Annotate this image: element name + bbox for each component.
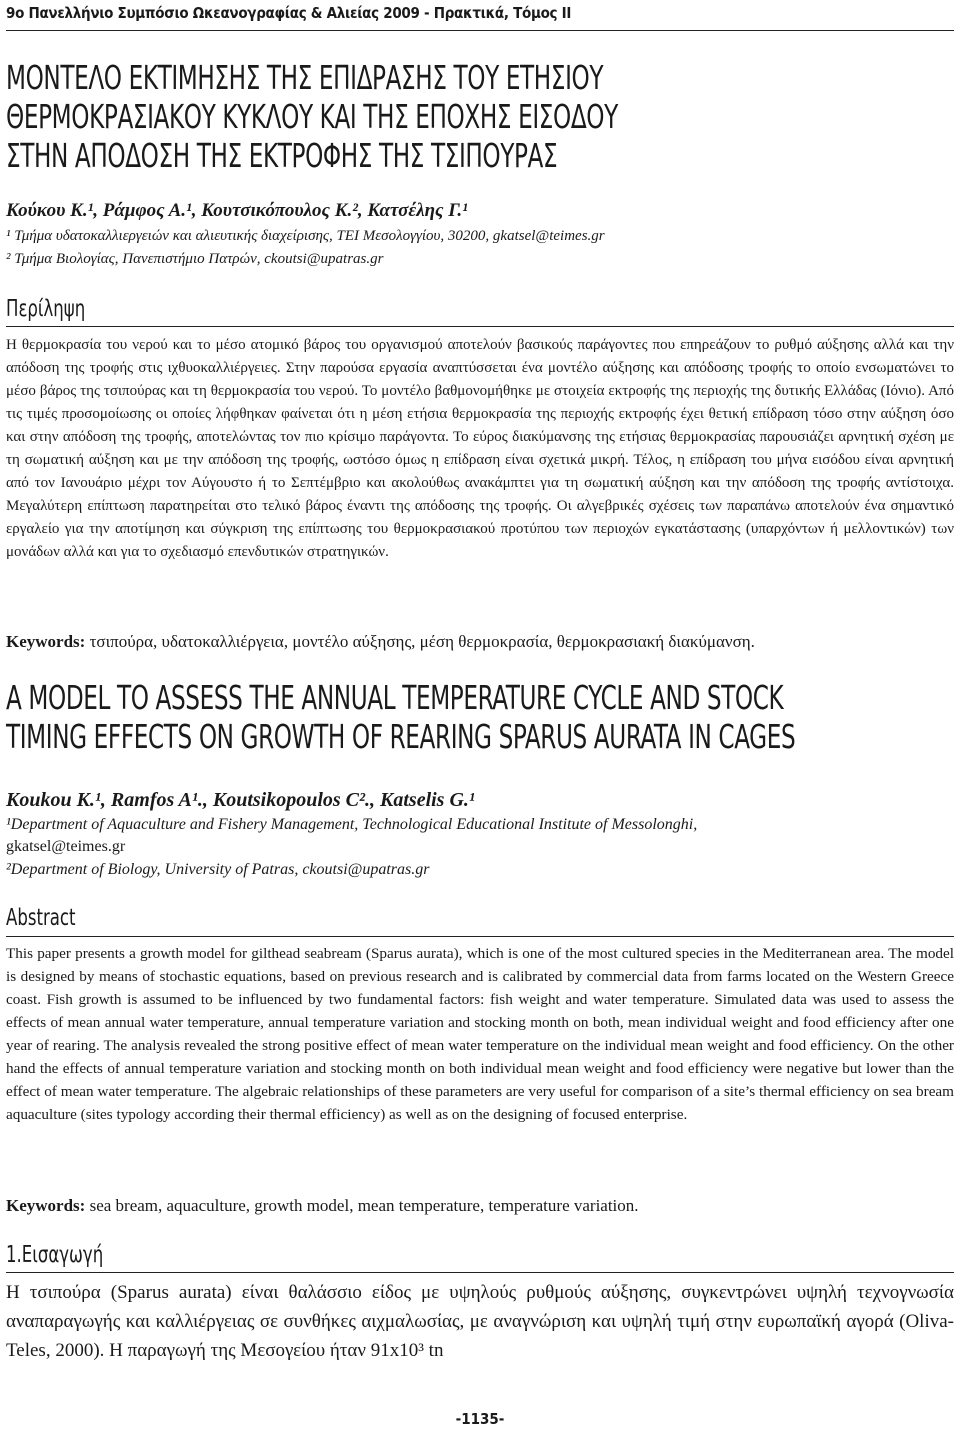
page-number: -1135- [455, 1410, 505, 1428]
greek-abstract-rule [6, 326, 954, 327]
english-abstract-rule [6, 936, 954, 937]
english-title-line: TIMING EFFECTS ON GROWTH OF REARING SPARUS AURATA IN CAGES [6, 717, 796, 756]
header-rule [6, 30, 954, 31]
english-keywords [6, 1196, 639, 1216]
greek-abstract-heading: Περίληψη [6, 296, 86, 322]
english-affiliation-1b: gkatsel@teimes.gr [6, 838, 126, 855]
english-keywords-label: Keywords: [6, 1196, 86, 1215]
greek-authors: Κούκου Κ.¹, Ράμφος Α.¹, Κουτσικόπουλος Κ.², Κατσέλης Γ.¹ [6, 200, 468, 221]
intro-text: Η τσιπούρα (Sparus aurata) είναι θαλάσσιο είδος με υψηλούς ρυθμούς αύξησης, συγκεντρώνει υψηλή τεχνογνωσία αναπαραγωγής και καλλιέργειας σε συνθήκες αιχμαλωσίας, με αναγνώριση και υψηλή τιμή στην ευρωπαϊκή αγορά (Oliva-Teles, 2000). Η παραγωγή της Μεσογείου ήταν 91x10³ tn [6, 1282, 954, 1361]
greek-keywords-label: Keywords: [6, 632, 86, 651]
running-header: 9ο Πανελλήνιο Συμπόσιο Ωκεανογραφίας & Αλιείας 2009 - Πρακτικά, Τόμος ΙΙ [6, 4, 572, 22]
greek-keywords [6, 632, 755, 652]
english-abstract-heading: Abstract [6, 905, 76, 931]
english-title [6, 678, 795, 756]
greek-affiliation-2: ² Τμήμα Βιολογίας, Πανεπιστήμιο Πατρών, ckoutsi@upatras.gr [6, 251, 384, 267]
english-authors: Koukou K.¹, Ramfos A¹., Koutsikopoulos C²., Katselis G.¹ [6, 789, 475, 811]
greek-affiliation-1: ¹ Τμήμα υδατοκαλλιεργειών και αλιευτικής διαχείρισης, ΤΕΙ Μεσολογγίου, 30200, gkatsel@teimes.gr [6, 228, 605, 244]
english-abstract-text: This paper presents a growth model for gilthead seabream (Sparus aurata), which is one of the most cultured species in the Mediterranean area. The model is designed by means of stochastic equations, based on previous research and is calibrated by commercial data from farms located on the Western Greece coast. Fish growth is assumed to be influenced by two fundamental factors: fish weight and water temperature. Simulated data was used to assess the effects of mean annual water temperature, annual temperature variation and stocking month on both, mean individual weight and food efficiency after one year of rearing. The analysis revealed the strong positive effect of mean water temperature on the individual mean weight and food efficiency. On the other hand the effects of annual temperature variation and stocking month on both individual mean weight and food efficiency were negative but lower than the effect of mean water temperature. The algebraic relationships of these parameters are very useful for comparison of a site’s thermal efficiency on sea bream aquaculture (sites typology according their thermal efficiency) as well as on the designing of focused enterprise. [6, 945, 954, 1123]
intro-rule [6, 1272, 954, 1273]
greek-title [6, 58, 618, 175]
greek-abstract-text: Η θερμοκρασία του νερού και το μέσο ατομικό βάρος του οργανισμού αποτελούν βασικούς παράγοντες που επηρεάζουν το ρυθμό αύξησης αλλά και την απόδοση της τροφής στις ιχθυοκαλλιέργειες. Στην παρούσα εργασία αναπτύσσεται ένα μοντέλο αύξησης και απόδοσης τροφής το οποίο ενσωματώνει το μέσο βάρος της τσιπούρας και τη θερμοκρασία του νερού. Το μοντέλο βαθμονομήθηκε με στοιχεία εκτροφής της περιοχής της δυτικής Ελλάδας (Ιόνιο). Από τις τιμές προσομοίωσης οι οποίες λήφθηκαν φαίνεται ότι η μέση ετήσια θερμοκρασία της περιοχής εκτροφής έχει θετική επίδραση τόσο στην αύξηση όσο και στην απόδοση της τροφής, αποτελώντας τον πιο κρίσιμο παράγοντα. Το εύρος διακύμανσης της ετήσιας θερμοκρασίας παρουσιάζει αρνητική σχέση με τη σωματική αύξηση και με την απόδοση της τροφής, ωστόσο όμως η επίδραση είναι σχετικά μικρή. Τέλος, η επίδραση του μήνα εισόδου είναι αρνητική από τον Ιανουάριο μέχρι τον Αύγουστο ή το Σεπτέμβριο και ακολούθως ανακάμπτει για τη σωματική αύξηση και την απόδοση της τροφής αντίστοιχα. Μεγαλύτερη επίπτωση παρατηρείται στο τελικό βάρος έναντι της απόδοσης της τροφής. Οι αλγεβρικές σχέσεις των παραπάνω αποτελούν ένα σημαντικό εργαλείο για την αποτίμηση και σύγκριση της επίπτωσης του θερμοκρασιακού προτύπου των περιοχών εγκατάστασης (υπαρχόντων ή μελλοντικών) των μονάδων αλλά και για το σχεδιασμό επενδυτικών στρατηγικών. [6, 337, 954, 560]
greek-keywords-text: τσιπούρα, υδατοκαλλιέργεια, μοντέλο αύξησης, μέση θερμοκρασία, θερμοκρασιακή διακύμανση. [85, 632, 755, 651]
intro-heading: 1.Εισαγωγή [6, 1242, 104, 1268]
greek-title-line: ΘΕΡΜΟΚΡΑΣΙΑΚΟΥ ΚΥΚΛΟΥ ΚΑΙ ΤΗΣ ΕΠΟΧΗΣ ΕΙΣΟΔΟΥ [6, 97, 618, 136]
english-keywords-text: sea bream, aquaculture, growth model, mean temperature, temperature variation. [85, 1196, 639, 1215]
greek-title-line: ΣΤΗΝ ΑΠΟΔΟΣΗ ΤΗΣ ΕΚΤΡΟΦΗΣ ΤΗΣ ΤΣΙΠΟΥΡΑΣ [6, 136, 558, 175]
greek-title-line: ΜΟΝΤΕΛΟ ΕΚΤΙΜΗΣΗΣ ΤΗΣ ΕΠΙΔΡΑΣΗΣ ΤΟΥ ΕΤΗΣΙΟΥ [6, 58, 604, 97]
english-affiliation-1a: ¹Department of Aquaculture and Fishery Management, Technological Educational Institute of Messolonghi, [6, 816, 698, 833]
english-affiliation-2: ²Department of Biology, University of Patras, ckoutsi@upatras.gr [6, 861, 430, 878]
english-title-line: A MODEL TO ASSESS THE ANNUAL TEMPERATURE CYCLE AND STOCK [6, 678, 784, 717]
